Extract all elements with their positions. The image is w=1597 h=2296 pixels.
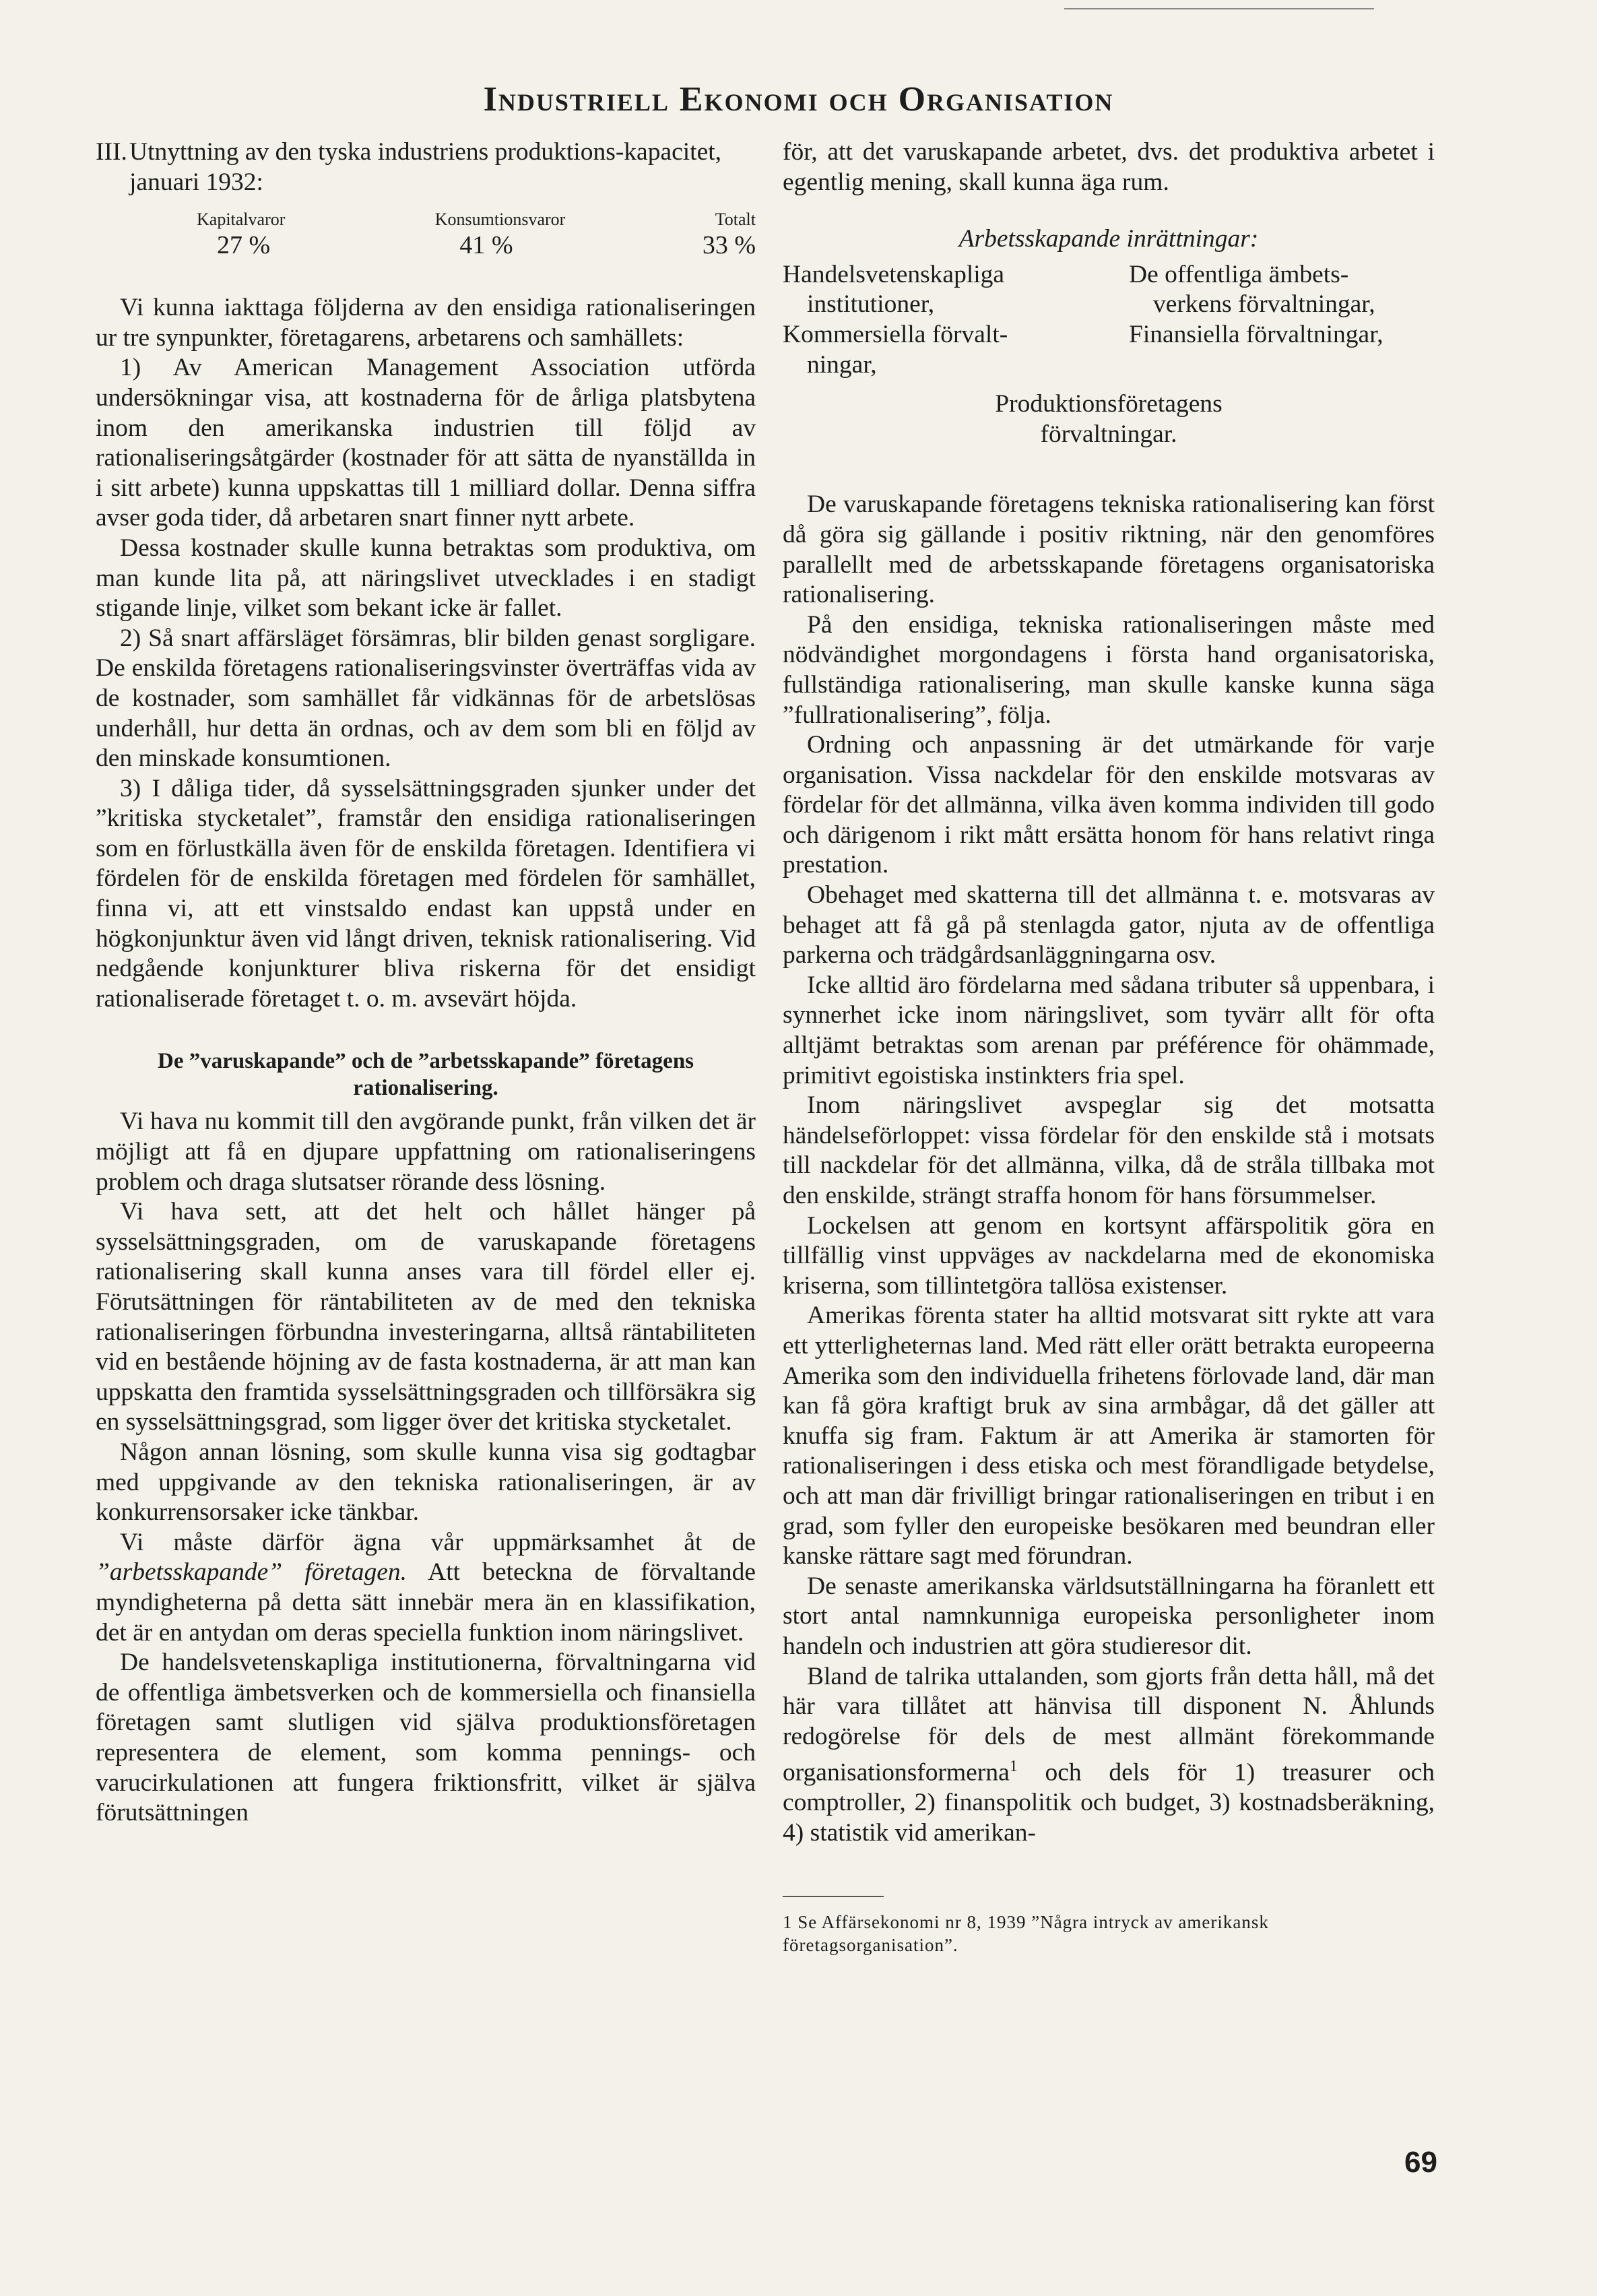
text-run: och dels för 1) treasurer och comptroller, 2) finanspolitik och budget, 3) kostnadsberäkning, 4) statistik vid amerikan- [783, 1758, 1435, 1847]
text-run: Bland de talrika uttalanden, som gjorts från detta håll, må det här vara tillåtet att hänvisa till disponent N. Åhlunds redogörelse för dels de mest allmänt förekommande organisationsformerna [783, 1662, 1435, 1787]
inst-item: förvaltningar. [1040, 420, 1177, 448]
paragraph: 3) I dåliga tider, då sysselsättningsgraden sjunker under det ”kritiska stycketalet”, framstår den ensidiga rationaliseringen som en förlustkälla även för de enskilda företagen. Identifiera vi fördelen för de enskilda företagen med fördelen för samhället, finna vi, att ett vinstsaldo endast kan uppstå under en högkonjunktur även vid långt driven, teknisk rationalisering. Vid nedgående konjunkturer bliva riskerna för det ensidigt rationaliserade företaget t. o. m. avsevärt höjda. [96, 774, 756, 1013]
text-run: Att beteckna de förvaltande myndigheterna på detta sätt innebär mera än en klassifikation, det är en antydan om deras speciella funktion inom näringslivet. [96, 1558, 756, 1647]
section-heading: De ”varuskapande” och de ”arbetsskapande” företagens rationalisering. [157, 1049, 694, 1101]
paragraph: Inom näringslivet avspeglar sig det motsatta händelseförloppet: vissa fördelar för den enskilde stå i motsats till nackdelar för det allmänna, vilka, då de stråla tillbaka mot den enskilde, strängt straffa honom för hans försummelser. [783, 1091, 1435, 1209]
paragraph: Någon annan lösning, som skulle kunna visa sig godtagbar med uppgivande av den tekniska rationaliseringen, är av konkurrensorsaker icke tänkbar. [96, 1438, 756, 1527]
inst-item: verkens förvaltningar, [1153, 290, 1375, 319]
right-column [783, 137, 1435, 1956]
footnote-mark: 1 [1009, 1758, 1018, 1776]
dist-value: 33 % [702, 231, 756, 260]
paragraph: Lockelsen att genom en kortsynt affärspolitik göra en tillfällig vinst uppväges av nackdelarna med de ekonomiska kriserna, som tillintetgöra tallösa existenser. [783, 1211, 1435, 1300]
dist-header: Totalt [715, 210, 756, 230]
paragraph: Icke alltid äro fördelarna med sådana tributer så uppenbara, i synnerhet icke inom näringslivet, som tyvärr allt för ofta alltjämt betraktas som arenan par préférence för ohämmade, primitivt egoistiska instinkters fria spel. [783, 971, 1435, 1089]
dist-value: 41 % [459, 231, 513, 260]
inst-item: Kommersiella förvalt- [783, 320, 1008, 348]
paragraph: Vi kunna iakttaga följderna av den ensidiga rationaliseringen ur tre synpunkter, företagarens, arbetarens och samhällets: [96, 294, 756, 352]
top-edge-rule [1064, 8, 1374, 9]
emphasis: ”arbetsskapande” företagen. [96, 1558, 407, 1587]
paragraph: De handelsvetenskapliga institutionerna, förvaltningarna vid de offentliga ämbetsverken och de kommersiella och finansiella företagen samt slutligen vid själva produktionsföretagen representera de element, som komma pennings- och varucirkulationen att fungera friktionsfritt, vilket är själva förutsättningen [96, 1649, 756, 1827]
left-column [96, 137, 756, 1828]
capacity-distribution [96, 210, 756, 261]
text-run: Vi måste därför ägna vår uppmärksamhet åt de [120, 1528, 756, 1556]
institutions-list [783, 260, 1435, 380]
inst-item: Produktionsföretagens [995, 390, 1223, 418]
paragraph: Vi hava nu kommit till den avgörande punkt, från vilken det är möjligt att få en djupare uppfattning om rationaliseringens problem och draga slutsatser rörande dess lösning. [96, 1108, 756, 1196]
footnote-divider [783, 1896, 884, 1897]
page-number: 69 [1404, 2146, 1437, 2179]
inst-item: De offentliga ämbets- [1129, 260, 1349, 288]
dist-header: Konsumtionsvaror [434, 210, 566, 230]
paragraph: Ordning och anpassning är det utmärkande för varje organisation. Vissa nackdelar för den enskilde motsvaras av fördelar för det allmänna, vilka även komma individen till godo och därigenom i rikt mått ersätta honom för hans relativt ringa prestation. [783, 731, 1435, 879]
paragraph: På den ensidiga, tekniska rationaliseringen måste med nödvändighet morgondagens i första hand organisatoriska, fullständiga rationalisering, man skulle kanske kunna säga ”fullrationalisering”, följa. [783, 610, 1435, 729]
footnote: 1 Se Affärsekonomi nr 8, 1939 ”Några intryck av amerikansk företagsorganisation”. [783, 1911, 1269, 1955]
dist-value: 27 % [217, 231, 271, 260]
paragraph: för, att det varuskapande arbetet, dvs. det produktiva arbetet i egentlig mening, skall kunna äga rum. [783, 138, 1435, 196]
dist-header: Kapitalvaror [197, 210, 286, 230]
paragraph [96, 1528, 756, 1648]
intro-item [96, 137, 756, 197]
intro-text: Utnyttning av den tyska industriens produktions-kapacitet, januari 1932: [129, 138, 722, 196]
inst-item: ningar, [807, 350, 877, 379]
intro-number: III. [96, 138, 127, 166]
inst-center-item [783, 389, 1435, 449]
paragraph: De varuskapande företagens tekniska rationalisering kan först då göra sig gällande i positiv riktning, när den genomföres parallellt med de arbetsskapande företagens organisatoriska rationalisering. [783, 490, 1435, 609]
paragraph [783, 1662, 1435, 1849]
inst-item: Finansiella förvaltningar, [1129, 320, 1383, 348]
paragraph: De senaste amerikanska världsutställningarna ha föranlett ett stort antal namnkunniga europeiska personligheter inom handeln och industrien att göra studieresor dit. [783, 1572, 1435, 1660]
paragraph: 1) Av American Management Association utförda undersökningar visa, att kostnaderna för de årliga platsbytena inom den amerikanska industrien till följd av rationaliseringsåtgärder (kostnader för att sätta de nyanställda in i sitt arbete) kunna uppskattas till 1 milliard dollar. Denna siffra avser goda tider, då arbetaren snart finner nytt arbete. [96, 354, 756, 532]
paragraph: 2) Så snart affärsläget försämras, blir bilden genast sorgligare. De enskilda företagens rationaliseringsvinster överträffas vida av de kostnader, som samhället får vidkännas för de arbetslösas underhåll, hur detta än ordnas, och av dem som bli en följd av den minskade konsumtionen. [96, 624, 756, 773]
inst-spacer [1129, 350, 1435, 381]
institutions-title: Arbetsskapande inrättningar: [958, 225, 1259, 253]
paragraph: Obehaget med skatterna till det allmänna t. e. motsvaras av behaget att få gå på stenlagda gator, njuta av de offentliga parkerna och trädgårdsanläggningarna osv. [783, 881, 1435, 969]
paragraph: Dessa kostnader skulle kunna betraktas som produktiva, om man kunde lita på, att näringslivet utvecklades i en stadigt stigande linje, vilket som bekant icke är fallet. [96, 534, 756, 623]
inst-item: Handelsvetenskapliga [783, 260, 1005, 288]
paragraph: Vi hava sett, att det helt och hållet hänger på sysselsättningsgraden, om de varuskapande företagens rationalisering skall kunna anses vara till fördel eller ej. Förutsättningen för räntabiliteten av de med den tekniska rationaliseringen förbundna investeringarna, alltså räntabiliteten vid en bestående höjning av de fasta kostnaderna, är att man kan uppskatta den framtida sysselsättningsgraden och tillförsäkra sig en sysselsättningsgrad, som ligger över det kritiska stycketalet. [96, 1198, 756, 1436]
paragraph: Amerikas förenta stater ha alltid motsvarat sitt rykte att vara ett ytterligheternas land. Med rätt eller orätt betrakta europeerna Amerika som den individuella frihetens förlovade land, där man kan få göra kraftigt bruk av sina armbågar, då det gäller att knuffa sig fram. Faktum är att Amerika är stamorten för rationaliseringen i dess etiska och mest förandligade betydelse, och att man där frivilligt bringar rationaliseringen en tribut i en grad, som fyller den europeiske besökaren med beundran eller kanske rättare sagt med förundran. [783, 1302, 1435, 1570]
inst-item: institutioner, [807, 290, 935, 319]
page-title: Industriell Ekonomi och Organisation [483, 80, 1114, 119]
